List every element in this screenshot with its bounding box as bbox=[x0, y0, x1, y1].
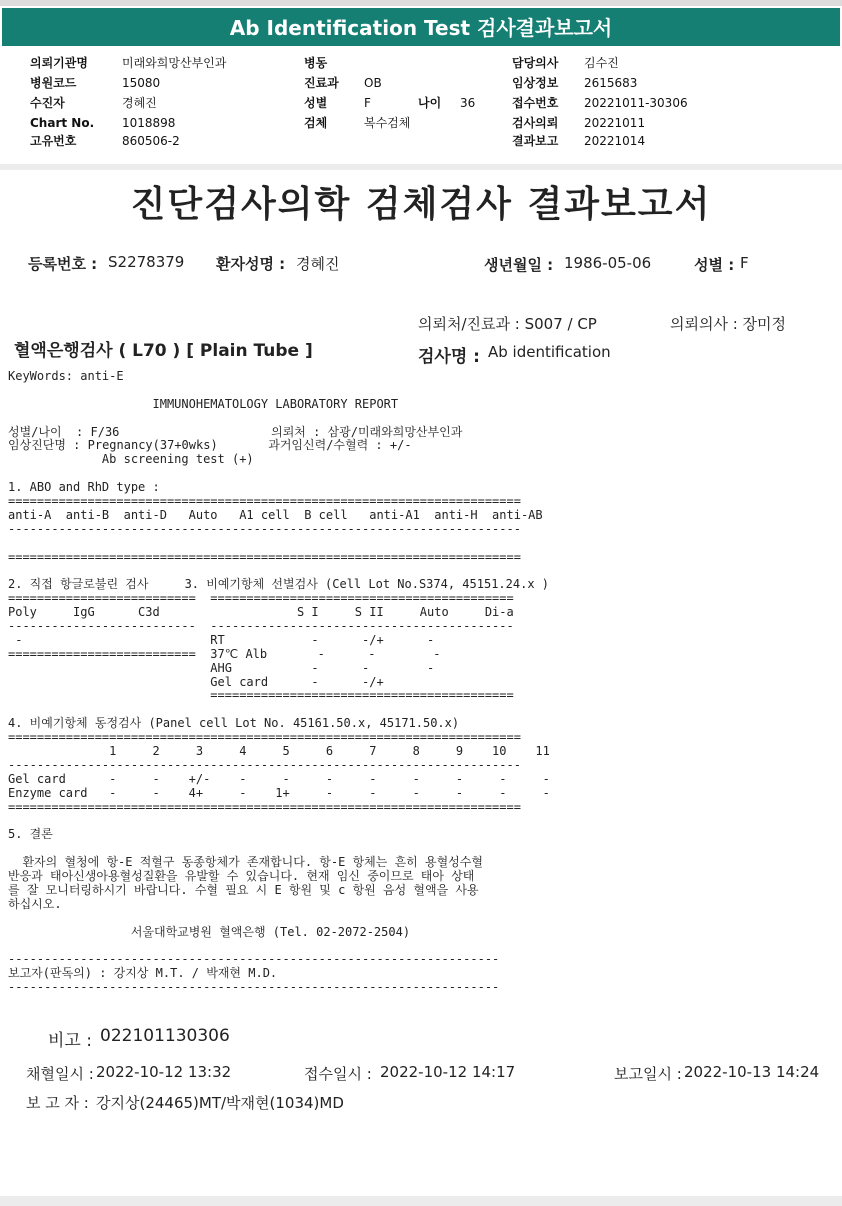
note-value: 022101130306 bbox=[100, 1026, 230, 1046]
patient-value: 경혜진 bbox=[122, 96, 157, 110]
report-line: anti-A anti-B anti-D Auto A1 cell B cell anti-A1 anti-H anti-AB bbox=[8, 507, 543, 522]
received-value: 2022-10-12 14:17 bbox=[380, 1063, 516, 1081]
hospital-code-label: 병원코드 bbox=[30, 76, 77, 90]
report-line: ========================== ========================================== bbox=[8, 591, 514, 606]
note-label: 비고 : bbox=[48, 1031, 92, 1051]
report-line: 임상진단명 : Pregnancy(37+0wks) 과거임신력/수혈력 : +/- bbox=[8, 438, 412, 453]
report-line: ======================================================================= bbox=[8, 494, 521, 509]
request-date-value: 20221011 bbox=[584, 116, 646, 130]
patient-label: 수진자 bbox=[30, 96, 65, 110]
report-line: IMMUNOHEMATOLOGY LABORATORY REPORT bbox=[8, 396, 399, 411]
report-line: -------------------------------------------------------------------- bbox=[8, 952, 500, 967]
report-line: ========================================== bbox=[8, 688, 514, 703]
department-value: OB bbox=[364, 76, 382, 90]
bottom-border bbox=[0, 1196, 842, 1206]
report-line bbox=[8, 467, 608, 481]
report-line: 1. ABO and RhD type : bbox=[8, 480, 160, 495]
section-divider bbox=[0, 164, 842, 170]
reported-value: 2022-10-13 14:24 bbox=[684, 1063, 820, 1081]
report-line: -------------------------------------------------------------------- bbox=[8, 980, 500, 995]
institution-label: 의뢰기관명 bbox=[30, 56, 88, 70]
report-line: 를 잘 모니터링하시기 바랍니다. 수혈 필요 시 E 항원 및 c 항원 음성 혈액을 사용 bbox=[8, 882, 479, 897]
result-date-label: 결과보고 bbox=[512, 134, 559, 148]
registration-no-label: 등록번호 : bbox=[28, 255, 98, 273]
report-line: AHG - - - bbox=[8, 660, 435, 675]
report-line bbox=[8, 384, 608, 398]
report-line bbox=[8, 815, 608, 829]
collected-value: 2022-10-12 13:32 bbox=[96, 1063, 232, 1081]
attending-doctor-value: 김수진 bbox=[584, 56, 619, 70]
report-sex-label: 성별 : bbox=[694, 256, 735, 274]
report-line: 4. 비예기항체 동정검사 (Panel cell Lot No. 45161.50.x, 45171.50.x) bbox=[8, 716, 460, 731]
report-line: Enzyme card - - 4+ - 1+ - - - - - - bbox=[8, 785, 550, 800]
report-line: Gel card - -/+ bbox=[8, 674, 384, 689]
request-date-label: 검사의뢰 bbox=[512, 116, 559, 130]
report-line: ======================================================================= bbox=[8, 549, 521, 564]
report-line: ----------------------------------------------------------------------- bbox=[8, 521, 521, 536]
sex-label: 성별 bbox=[304, 96, 328, 110]
top-border bbox=[0, 0, 842, 6]
collected-label: 채혈일시 : bbox=[26, 1065, 94, 1083]
birth-date-label: 생년월일 : bbox=[484, 256, 554, 274]
specimen-label: 검체 bbox=[304, 116, 328, 130]
chart-no-label: Chart No. bbox=[30, 116, 95, 130]
report-line: Poly IgG C3d S I S II Auto Di-a bbox=[8, 605, 514, 620]
report-line: ======================================================================= bbox=[8, 799, 521, 814]
clinical-info-value: 2615683 bbox=[584, 76, 638, 90]
report-banner-title: Ab Identification Test 검사결과보고서 bbox=[2, 8, 840, 46]
report-line: 1 2 3 4 5 6 7 8 9 10 11 bbox=[8, 744, 550, 759]
report-line: ----------------------------------------------------------------------- bbox=[8, 757, 521, 772]
report-line: 환자의 혈청에 항-E 적혈구 동종항체가 존재합니다. 항-E 항체는 흔히 용혈성수혈 bbox=[8, 855, 483, 870]
report-line: 하십시오. bbox=[8, 896, 62, 911]
report-line: Ab screening test (+) bbox=[8, 452, 254, 467]
patient-name-value: 경혜진 bbox=[296, 255, 340, 273]
patient-name-label: 환자성명 : bbox=[216, 255, 286, 273]
sex-value: F bbox=[364, 96, 371, 110]
report-line: 서울대학교병원 혈액은행 (Tel. 02-2072-2504) bbox=[8, 924, 411, 939]
age-label: 나이 bbox=[418, 96, 442, 110]
report-line: Gel card - - +/- - - - - - - - - bbox=[8, 771, 550, 786]
report-line bbox=[8, 940, 608, 954]
requesting-doctor: 의뢰의사 : 장미정 bbox=[670, 315, 787, 333]
specimen-value: 복수검체 bbox=[364, 116, 411, 130]
report-line bbox=[8, 537, 608, 551]
accession-no-label: 접수번호 bbox=[512, 96, 559, 110]
report-line: 5. 결론 bbox=[8, 827, 53, 842]
accession-no-value: 20221011-30306 bbox=[584, 96, 688, 110]
report-sex-value: F bbox=[740, 254, 749, 272]
lab-report-body bbox=[8, 370, 608, 995]
ward-label: 병동 bbox=[304, 56, 328, 70]
test-category-header: 혈액은행검사 ( L70 ) [ Plain Tube ] bbox=[14, 341, 313, 361]
report-line bbox=[8, 412, 608, 426]
reported-label: 보고일시 : bbox=[614, 1065, 682, 1083]
test-name-value: Ab identification bbox=[488, 343, 611, 361]
report-line: 보고자(판독의) : 강지상 M.T. / 박재현 M.D. bbox=[8, 966, 278, 981]
report-line: 반응과 태아신생아용혈성질환을 유발할 수 있습니다. 현재 임신 중이므로 태아 상태 bbox=[8, 869, 475, 884]
report-line: ========================== 37℃ Alb - - - bbox=[8, 646, 441, 661]
received-label: 접수일시 : bbox=[304, 1065, 372, 1083]
chart-no-value: 1018898 bbox=[122, 116, 176, 130]
institution-value: 미래와희망산부인과 bbox=[122, 56, 227, 70]
age-value: 36 bbox=[460, 96, 476, 110]
registration-no-value: S2278379 bbox=[108, 253, 185, 271]
reporter-value: 강지상(24465)MT/박재현(1034)MD bbox=[96, 1094, 344, 1112]
report-line: 2. 직접 항글로불린 검사 3. 비예기항체 선별검사 (Cell Lot No.S374, 45151.24.x ) bbox=[8, 577, 549, 592]
clinical-info-label: 임상정보 bbox=[512, 76, 559, 90]
attending-doctor-label: 담당의사 bbox=[512, 56, 559, 70]
report-title: 진단검사의학 검체검사 결과보고서 bbox=[130, 184, 712, 225]
birth-date-value: 1986-05-06 bbox=[564, 254, 652, 272]
department-label: 진료과 bbox=[304, 76, 339, 90]
report-line: 성별/나이 : F/36 의뢰처 : 삼광/미래와희망산부인과 bbox=[8, 424, 463, 439]
test-name-label: 검사명 : bbox=[418, 347, 480, 367]
result-date-value: 20221014 bbox=[584, 134, 646, 148]
reporter-label: 보 고 자 : bbox=[26, 1094, 89, 1112]
report-line: KeyWords: anti-E bbox=[8, 369, 124, 383]
report-line: - RT - -/+ - bbox=[8, 632, 435, 647]
requester-department: 의뢰처/진료과 : S007 / CP bbox=[418, 315, 597, 333]
hospital-code-value: 15080 bbox=[122, 76, 161, 90]
report-line bbox=[8, 912, 608, 926]
report-line: ======================================================================= bbox=[8, 730, 521, 745]
report-line: -------------------------- ------------------------------------------ bbox=[8, 619, 514, 634]
unique-no-label: 고유번호 bbox=[30, 134, 77, 148]
unique-no-value: 860506-2 bbox=[122, 134, 180, 148]
